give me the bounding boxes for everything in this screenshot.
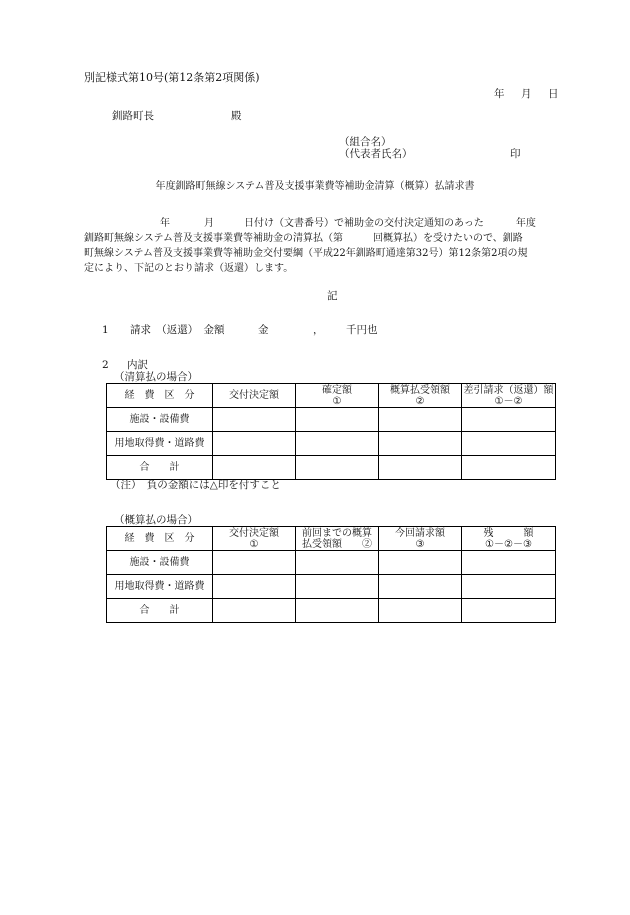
seal-mark: 印	[510, 148, 521, 160]
form-label: 別記様式第10号(第12条第2項関係)	[84, 71, 260, 84]
estimate-caption: （概算払の場合）	[114, 514, 198, 526]
date-day: 日	[548, 88, 559, 100]
document-title: 年度釧路町無線システム普及支援事業費等補助金清算（概算）払請求書	[155, 181, 475, 192]
union-name-label: （組合名）	[339, 136, 392, 148]
body-fiscal-year: 年度	[515, 218, 536, 229]
table-cell[interactable]	[379, 408, 462, 432]
settlement-header-row	[107, 384, 556, 408]
item1-unit: 千円也	[346, 324, 378, 336]
table-cell[interactable]	[379, 456, 462, 480]
table-cell[interactable]	[213, 456, 296, 480]
settlement-header-category: 経 費 区 分	[107, 384, 213, 408]
table-cell[interactable]	[462, 599, 556, 623]
settlement-caption: （清算払の場合）	[114, 371, 198, 383]
representative-label: （代表者氏名）	[339, 148, 413, 160]
estimate-header-category: 経 費 区 分	[107, 527, 213, 551]
date-year: 年	[494, 88, 505, 100]
table-cell[interactable]	[296, 408, 379, 432]
settlement-header-confirmed: 確定額 ①	[296, 384, 379, 408]
table-cell[interactable]	[213, 408, 296, 432]
table-cell[interactable]	[379, 551, 462, 575]
table-row	[107, 575, 556, 599]
estimate-header-remaining: 残 額 ①－②－③	[462, 527, 556, 551]
body-line-1	[84, 216, 568, 231]
addressee-name: 釧路町長	[112, 110, 154, 122]
table-row	[107, 408, 556, 432]
settlement-table	[106, 383, 556, 480]
table-cell[interactable]	[379, 575, 462, 599]
estimate-header-row	[107, 527, 556, 551]
settlement-header-decision: 交付決定額	[213, 384, 296, 408]
item2-label: 内訳	[127, 359, 148, 371]
table-cell[interactable]	[213, 575, 296, 599]
item1-comma: ，	[313, 324, 324, 336]
settlement-header-received: 概算払受領額 ②	[379, 384, 462, 408]
date-month: 月	[521, 88, 532, 100]
table-cell[interactable]	[296, 599, 379, 623]
item2-number: 2	[102, 359, 109, 371]
table-cell[interactable]	[462, 551, 556, 575]
table-row	[107, 599, 556, 623]
settlement-header-difference: 差引請求（返還）額 ①－②	[463, 384, 554, 407]
table-cell[interactable]	[379, 599, 462, 623]
table-cell[interactable]	[462, 575, 556, 599]
table-cell[interactable]	[213, 599, 296, 623]
item1-number: 1	[102, 324, 109, 336]
estimate-header-previous: 前回までの概算 払受領額 ②	[296, 527, 379, 551]
estimate-header-current: 今回請求額 ③	[379, 527, 462, 551]
body-date-ref: 日付け（文書番号）で補助金の交付決定通知のあった	[244, 218, 484, 229]
table-row	[107, 456, 556, 480]
row-label: 用地取得費・道路費	[107, 575, 213, 599]
table-cell[interactable]	[213, 551, 296, 575]
estimate-header-decision: 交付決定額 ①	[213, 527, 296, 551]
body-month: 月	[204, 218, 214, 229]
table-cell[interactable]	[296, 551, 379, 575]
row-label: 合 計	[107, 456, 213, 480]
row-label: 用地取得費・道路費	[107, 432, 213, 456]
table-row	[107, 432, 556, 456]
body-year: 年	[160, 218, 170, 229]
body-paragraph	[84, 216, 568, 276]
table-cell[interactable]	[379, 432, 462, 456]
table-cell[interactable]	[213, 432, 296, 456]
ki-heading: 記	[327, 290, 338, 302]
table-cell[interactable]	[296, 432, 379, 456]
row-label: 施設・設備費	[107, 408, 213, 432]
item1-label: 請求 （返還） 金額	[130, 324, 225, 336]
table-cell[interactable]	[296, 456, 379, 480]
table-cell[interactable]	[462, 432, 556, 456]
table-cell[interactable]	[462, 408, 556, 432]
row-label: 施設・設備費	[107, 551, 213, 575]
table-cell[interactable]	[296, 575, 379, 599]
item1-yen: 金	[258, 324, 269, 336]
addressee-honorific: 殿	[231, 110, 242, 122]
negative-amount-note: （注） 負の金額には△印を付すこと	[110, 479, 281, 491]
body-line-3: 町無線システム普及支援事業費等補助金交付要綱（平成22年釧路町通達第32号）第12条第2項の規	[84, 248, 528, 259]
estimate-table	[106, 526, 556, 623]
body-line-4: 定により、下記のとおり請求（返還）します。	[84, 263, 294, 274]
body-line-2: 釧路町無線システム普及支援事業費等補助金の清算払（第 回概算払）を受けたいので、釧路	[84, 233, 523, 244]
table-row	[107, 551, 556, 575]
row-label: 合 計	[107, 599, 213, 623]
table-cell[interactable]	[462, 456, 556, 480]
